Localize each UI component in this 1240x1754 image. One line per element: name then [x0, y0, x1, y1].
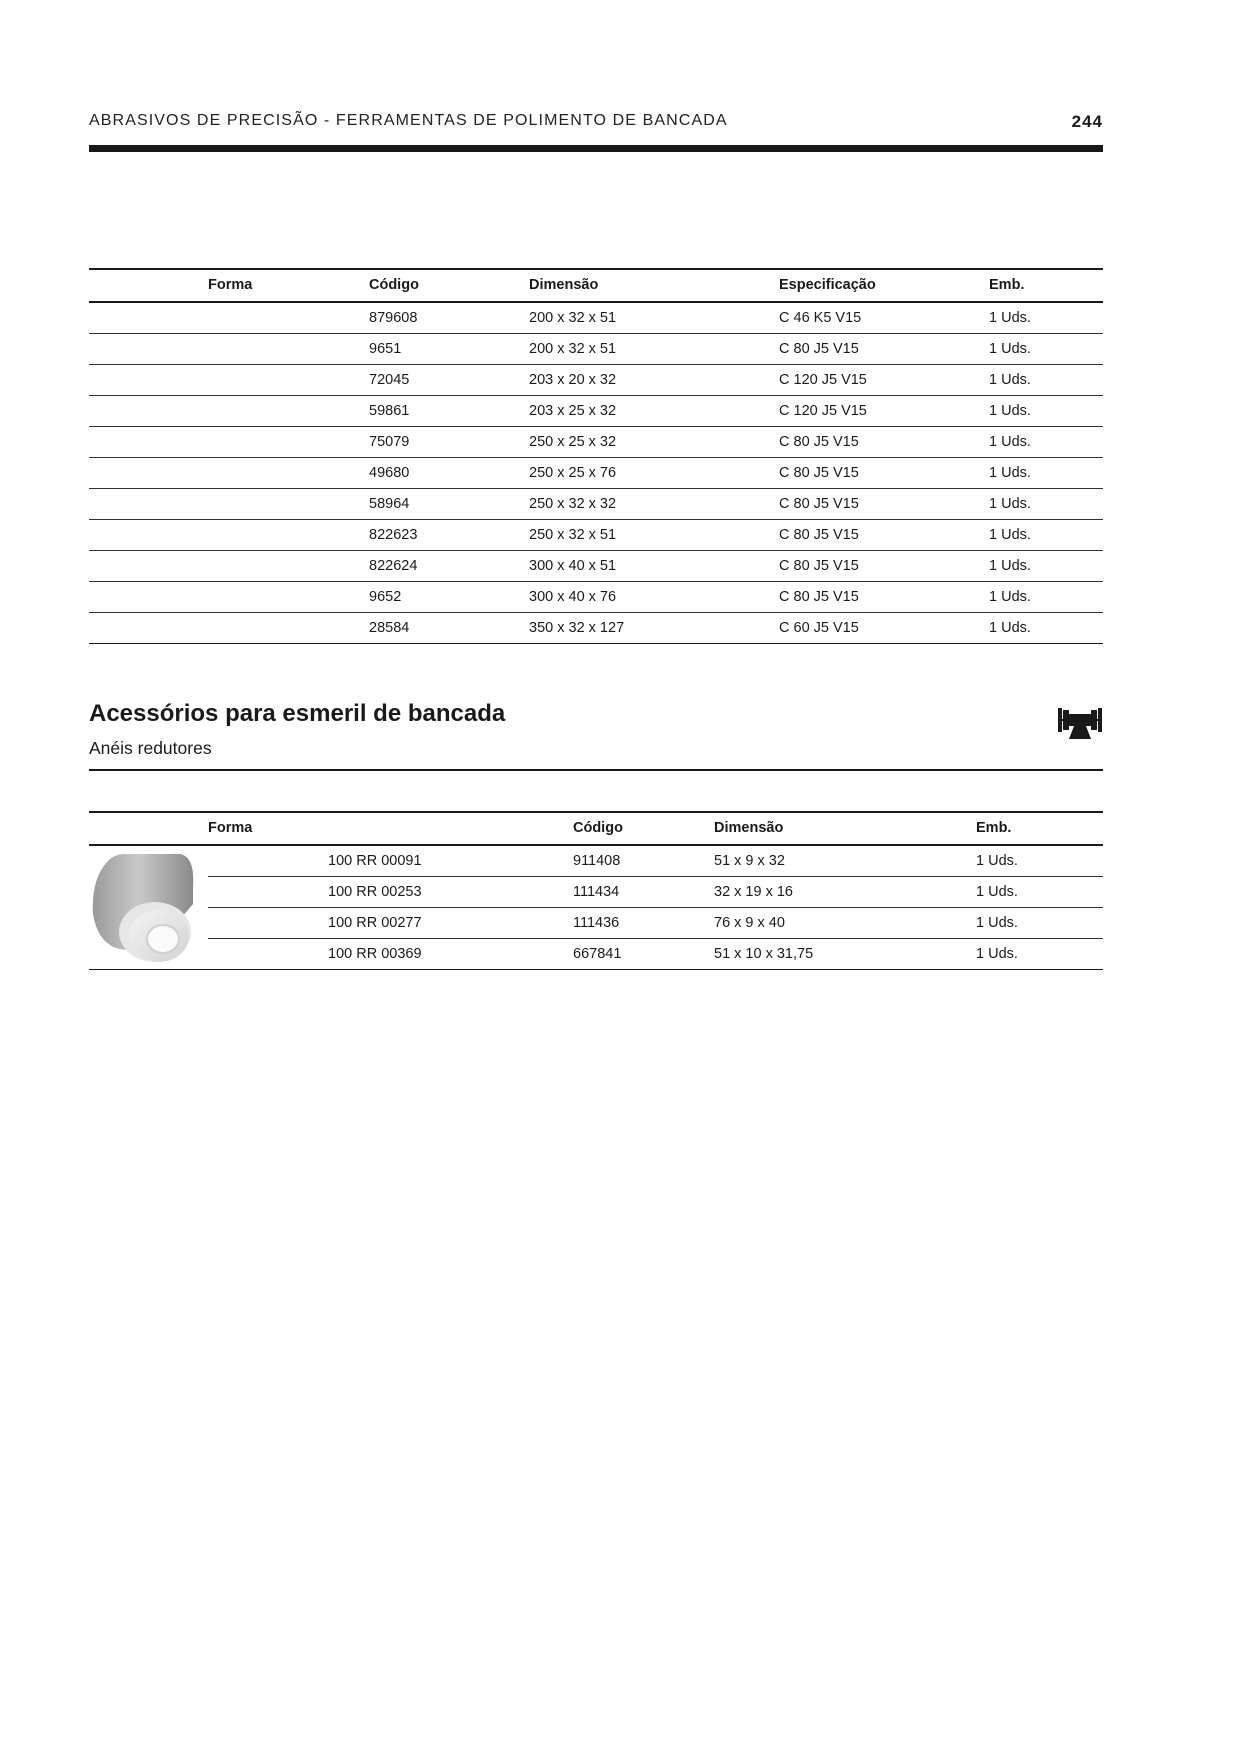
cell-especificacao: C 120 J5 V15: [779, 403, 867, 419]
cell-emb: 1 Uds.: [989, 558, 1031, 574]
col-header-codigo: Código: [369, 277, 419, 293]
cell-dimensao: 350 x 32 x 127: [529, 620, 625, 636]
table-row: [89, 520, 1103, 551]
table-row: [89, 489, 1103, 520]
cell-codigo: 667841: [573, 946, 622, 962]
cell-especificacao: C 80 J5 V15: [779, 341, 859, 357]
table-row: [89, 458, 1103, 489]
cell-emb: 1 Uds.: [989, 527, 1031, 543]
cell-referencia: 100 RR 00277: [328, 915, 422, 931]
table-row: [208, 877, 1103, 908]
cell-especificacao: C 80 J5 V15: [779, 558, 859, 574]
cell-especificacao: C 46 K5 V15: [779, 310, 862, 326]
table-row: [89, 551, 1103, 582]
cell-emb: 1 Uds.: [989, 620, 1031, 636]
cell-especificacao: C 80 J5 V15: [779, 589, 859, 605]
cell-especificacao: C 80 J5 V15: [779, 434, 859, 450]
cell-codigo: 28584: [369, 620, 410, 636]
cell-codigo: 75079: [369, 434, 410, 450]
cell-dimensao: 51 x 9 x 32: [714, 853, 785, 869]
section-rule: [89, 769, 1103, 771]
table-row: [89, 396, 1103, 427]
section-subtitle: Anéis redutores: [89, 738, 212, 758]
table-header: [89, 811, 1103, 846]
table-row: [208, 908, 1103, 939]
bench-grinder-icon: [1058, 704, 1102, 740]
cell-dimensao: 300 x 40 x 51: [529, 558, 617, 574]
cell-referencia: 100 RR 00091: [328, 853, 422, 869]
cell-referencia: 100 RR 00369: [328, 946, 422, 962]
header-rule: [89, 145, 1103, 152]
cell-codigo: 111436: [573, 915, 620, 931]
cell-dimensao: 250 x 25 x 76: [529, 465, 617, 481]
cell-dimensao: 250 x 25 x 32: [529, 434, 617, 450]
cell-codigo: 59861: [369, 403, 410, 419]
cell-emb: 1 Uds.: [976, 884, 1018, 900]
cell-dimensao: 250 x 32 x 32: [529, 496, 617, 512]
cell-codigo: 111434: [573, 884, 620, 900]
page-header: [89, 112, 1103, 132]
cell-codigo: 9651: [369, 341, 402, 357]
cell-codigo: 822623: [369, 527, 418, 543]
cell-emb: 1 Uds.: [989, 341, 1031, 357]
table-header: [89, 268, 1103, 303]
cell-dimensao: 51 x 10 x 31,75: [714, 946, 814, 962]
cell-codigo: 9652: [369, 589, 402, 605]
table-row: [208, 846, 1103, 877]
cell-especificacao: C 80 J5 V15: [779, 527, 859, 543]
page-number: 244: [1071, 112, 1103, 131]
col-header-forma: Forma: [208, 820, 253, 836]
cell-emb: 1 Uds.: [989, 310, 1031, 326]
cell-especificacao: C 80 J5 V15: [779, 496, 859, 512]
table-row: [89, 334, 1103, 365]
cell-emb: 1 Uds.: [989, 589, 1031, 605]
reducer-rings-table: [89, 811, 1103, 970]
cell-codigo: 879608: [369, 310, 418, 326]
cell-codigo: 72045: [369, 372, 410, 388]
wheels-table: [89, 268, 1103, 644]
cell-dimensao: 203 x 25 x 32: [529, 403, 617, 419]
cell-dimensao: 203 x 20 x 32: [529, 372, 617, 388]
cell-emb: 1 Uds.: [976, 853, 1018, 869]
table-rows: [208, 846, 1103, 969]
cell-dimensao: 200 x 32 x 51: [529, 341, 617, 357]
header-title: ABRASIVOS DE PRECISÃO - FERRAMENTAS DE POLIMENTO DE BANCADA: [89, 112, 728, 129]
cell-referencia: 100 RR 00253: [328, 884, 422, 900]
cell-codigo: 911408: [573, 853, 621, 869]
col-header-especificacao: Especificação: [779, 277, 876, 293]
cell-emb: 1 Uds.: [976, 946, 1018, 962]
col-header-dimensao: Dimensão: [529, 277, 599, 293]
col-header-emb: Emb.: [976, 820, 1012, 836]
col-header-forma: Forma: [208, 277, 253, 293]
table-row: [208, 939, 1103, 969]
cell-emb: 1 Uds.: [989, 403, 1031, 419]
cell-dimensao: 300 x 40 x 76: [529, 589, 617, 605]
table-row: [89, 303, 1103, 334]
cell-especificacao: C 80 J5 V15: [779, 465, 859, 481]
col-header-dimensao: Dimensão: [714, 820, 784, 836]
cell-codigo: 822624: [369, 558, 418, 574]
table-row: [89, 365, 1103, 396]
cell-codigo: 49680: [369, 465, 410, 481]
cell-emb: 1 Uds.: [989, 496, 1031, 512]
col-header-emb: Emb.: [989, 277, 1025, 293]
cell-especificacao: C 120 J5 V15: [779, 372, 867, 388]
cell-dimensao: 200 x 32 x 51: [529, 310, 617, 326]
cell-dimensao: 250 x 32 x 51: [529, 527, 617, 543]
cell-dimensao: 32 x 19 x 16: [714, 884, 793, 900]
table-row: [89, 427, 1103, 458]
col-header-codigo: Código: [573, 820, 623, 836]
cell-especificacao: C 60 J5 V15: [779, 620, 859, 636]
section-title: Acessórios para esmeril de bancada: [89, 700, 506, 727]
cell-emb: 1 Uds.: [989, 434, 1031, 450]
reducer-ring-image: [89, 846, 208, 969]
table-body: [89, 846, 1103, 970]
table-row: [89, 582, 1103, 613]
cell-emb: 1 Uds.: [976, 915, 1018, 931]
cell-emb: 1 Uds.: [989, 372, 1031, 388]
cell-dimensao: 76 x 9 x 40: [714, 915, 785, 931]
table-bottom-rule: [89, 969, 1103, 970]
cell-codigo: 58964: [369, 496, 410, 512]
cell-emb: 1 Uds.: [989, 465, 1031, 481]
table-row: [89, 613, 1103, 644]
